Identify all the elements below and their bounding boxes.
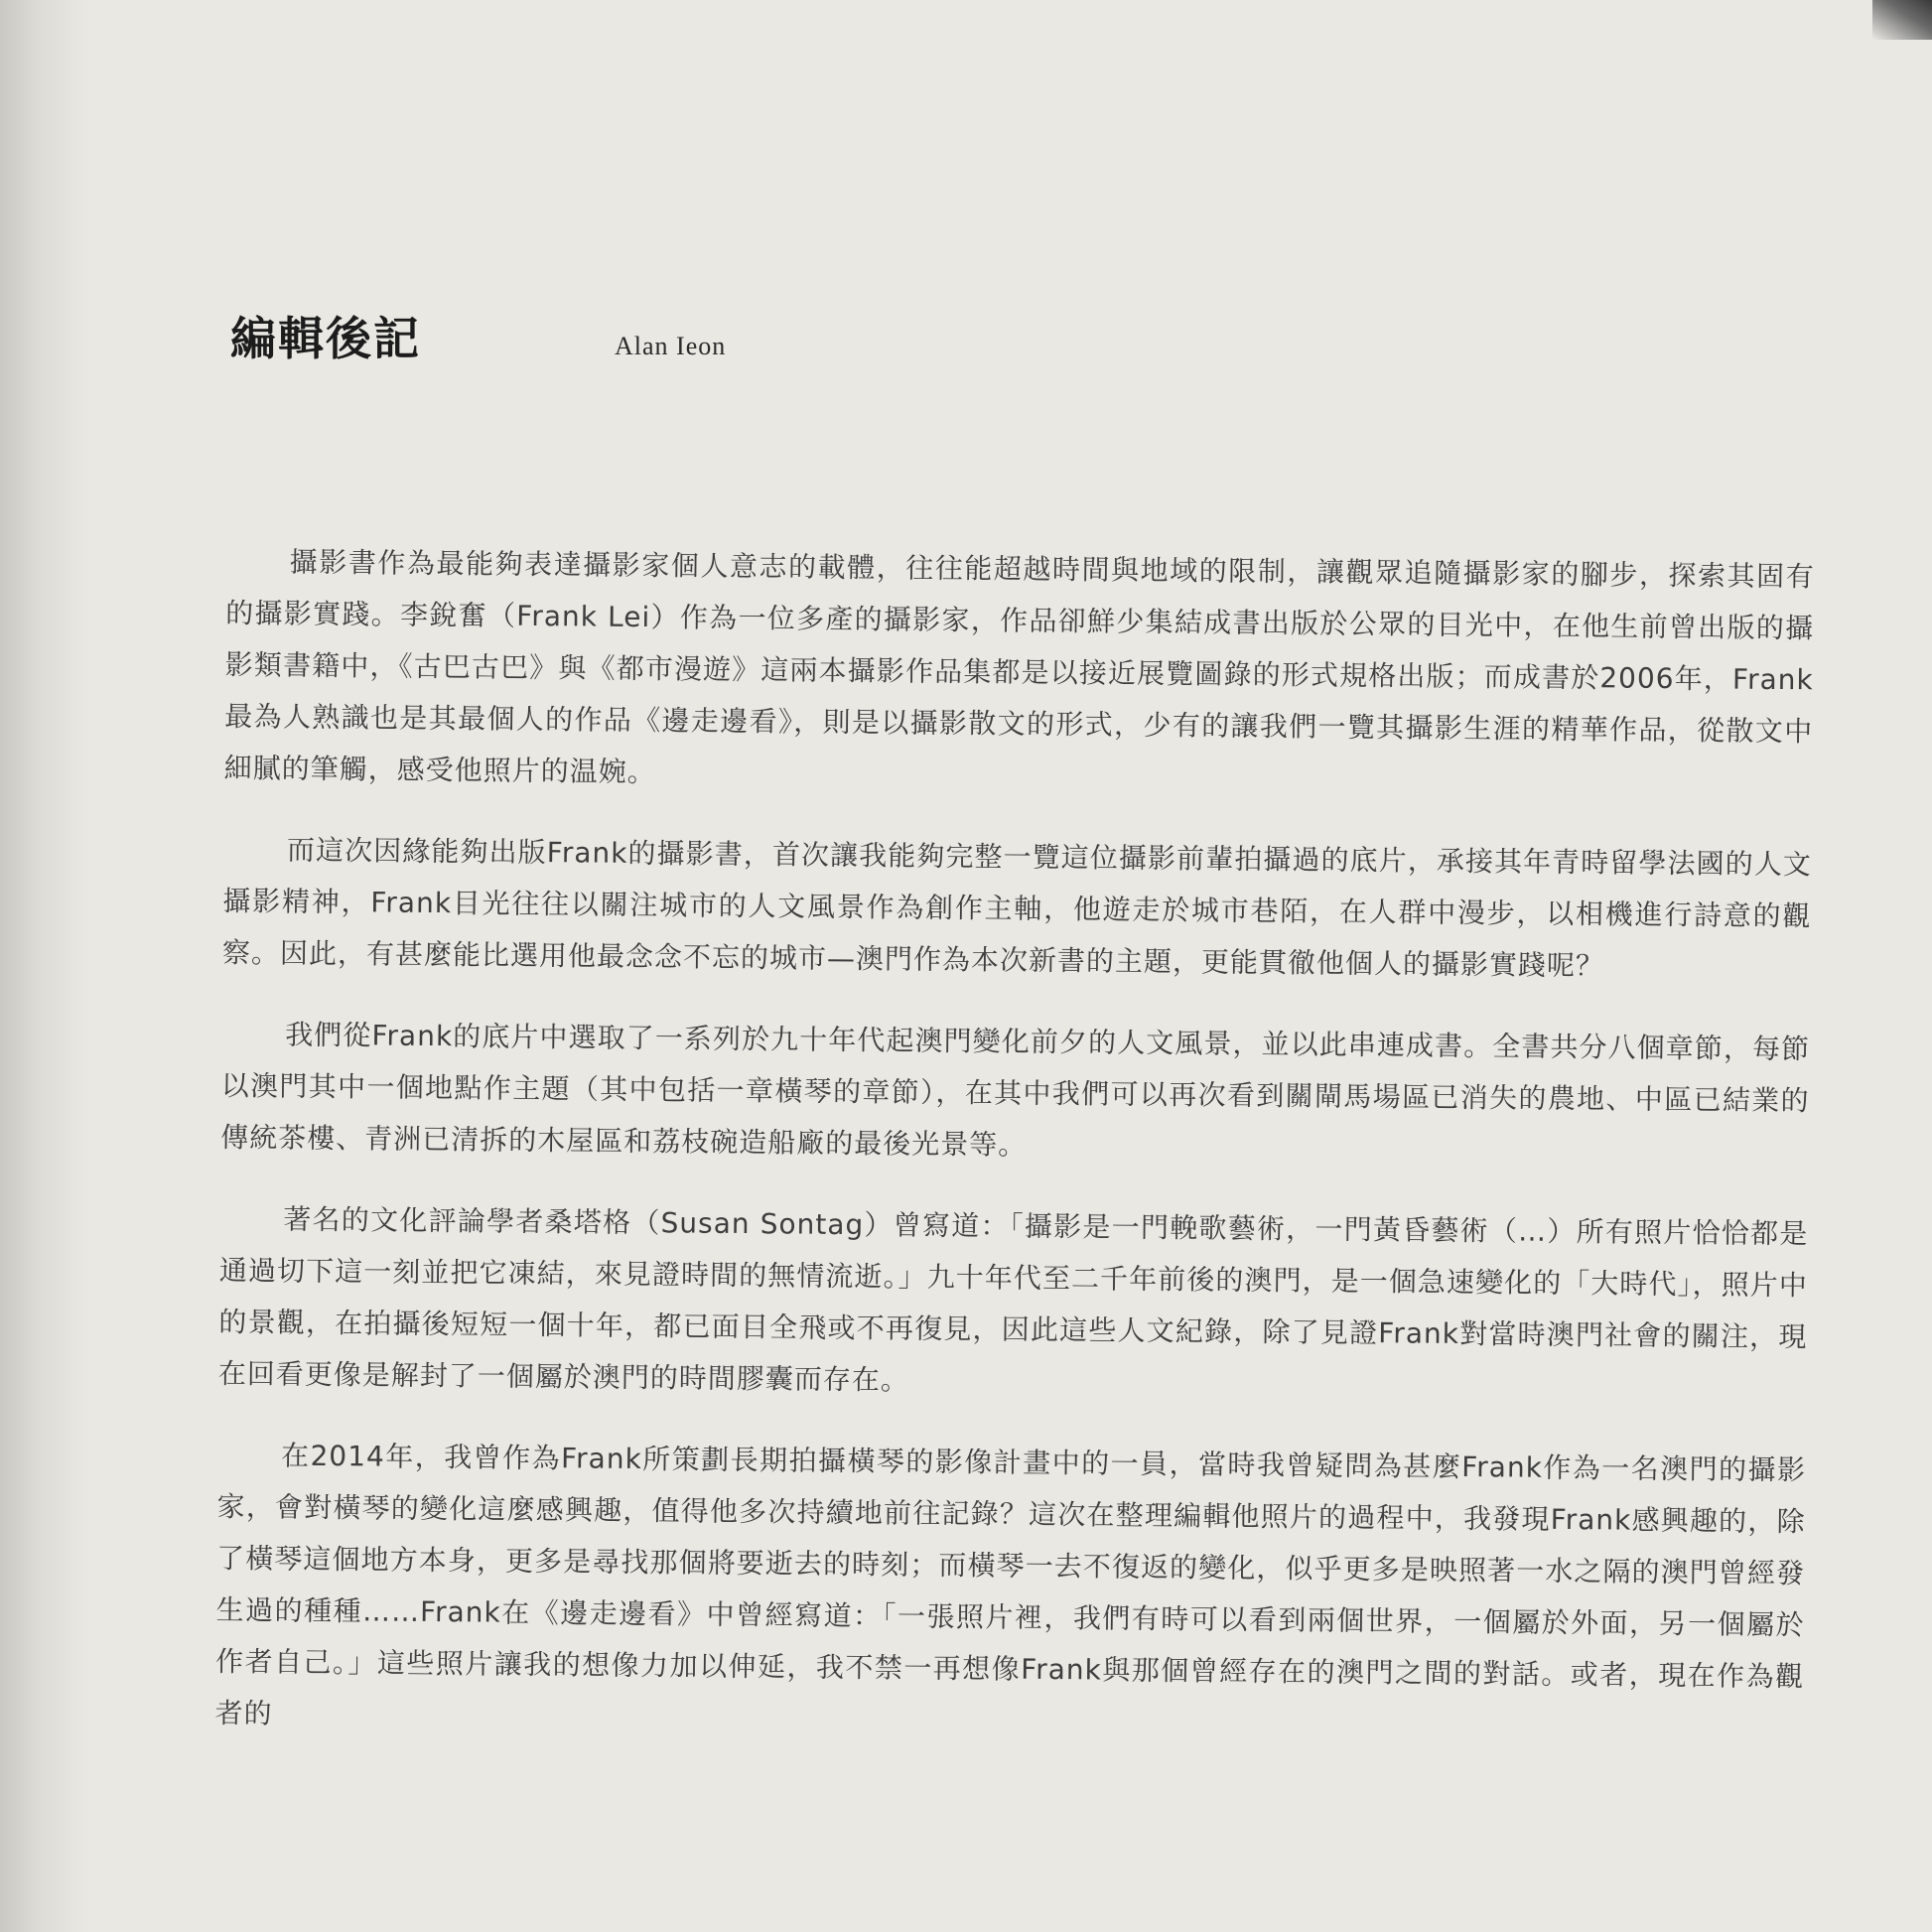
author-name: Alan Ieon — [615, 332, 727, 360]
paragraph-4: 著名的文化評論學者桑塔格（Susan Sontag）曾寫道：「攝影是一門輓歌藝術，一門黃昏藝術（…）所有照片恰恰都是通過切下這一刻並把它凍結，來見證時間的無情流逝。」九十年代至二千年前後的澳門，是一個急速變化的「大時代」，照片中的景觀，在拍攝後短短一個十年，都已面目全飛或不再復見，因此這些人文紀錄，除了見證Frank對當時澳門社會的關注，現在回看更像是解封了一個屬於澳門的時間膠囊而存在。 — [217, 1202, 1809, 1397]
page-header — [230, 303, 726, 368]
paragraph-2: 而這次因緣能夠出版Frank的攝影書，首次讓我能夠完整一覽這位攝影前輩拍攝過的底片，承接其年青時留學法國的人文攝影精神，Frank目光往往以關注城市的人文風景作為創作主軸，他遊走於城市巷陌，在人群中漫步，以相機進行詩意的觀察。因此，有甚麼能比選用他最念念不忘的城市—澳門作為本次新書的主題，更能貫徹他個人的攝影實踐呢？ — [221, 833, 1813, 983]
article-body — [214, 536, 1815, 1784]
page-title: 編輯後記 — [230, 312, 421, 365]
paragraph-5: 在2014年，我曾作為Frank所策劃長期拍攝橫琴的影像計畫中的一員，當時我曾疑問為甚麼Frank作為一名澳門的攝影家，會對橫琴的變化這麼感興趣，值得他多次持續地前往記錄？這次在整理編輯他照片的過程中，我發現Frank感興趣的，除了橫琴這個地方本身，更多是尋找那個將要逝去的時刻；而橫琴一去不復返的變化，似乎更多是映照著一水之隔的澳門曾經發生過的種種……Frank在《邊走邊看》中曾經寫道：「一張照片裡，我們有時可以看到兩個世界，一個屬於外面，另一個屬於作者自己。」這些照片讓我的想像力加以伸延，我不禁一再想像Frank與那個曾經存在的澳門之間的對話。或者，現在作為觀者的 — [214, 1439, 1807, 1730]
paragraph-1: 攝影書作為最能夠表達攝影家個人意志的載體，往往能超越時間與地域的限制，讓觀眾追隨攝影家的腳步，探索其固有的攝影實踐。李銳奮（Frank Lei）作為一位多產的攝影家，作品卻鮮少集結成書出版於公眾的目光中，在他生前曾出版的攝影類書籍中，《古巴古巴》與《都市漫遊》這兩本攝影作品集都是以接近展覽圖錄的形式規格出版；而成書於2006年，Frank最為人熟識也是其最個人的作品《邊走邊看》，則是以攝影散文的形式，少有的讓我們一覽其攝影生涯的精華作品，從散文中細膩的筆觸，感受他照片的温婉。 — [223, 545, 1815, 789]
paragraph-3: 我們從Frank的底片中選取了一系列於九十年代起澳門變化前夕的人文風景，並以此串連成書。全書共分八個章節，每節以澳門其中一個地點作主題（其中包括一章橫琴的章節），在其中我們可以再次看到關閘馬場區已消失的農地、中區已結業的傳統茶樓、青洲已清拆的木屋區和荔枝碗造船廠的最後光景等。 — [220, 1018, 1811, 1162]
